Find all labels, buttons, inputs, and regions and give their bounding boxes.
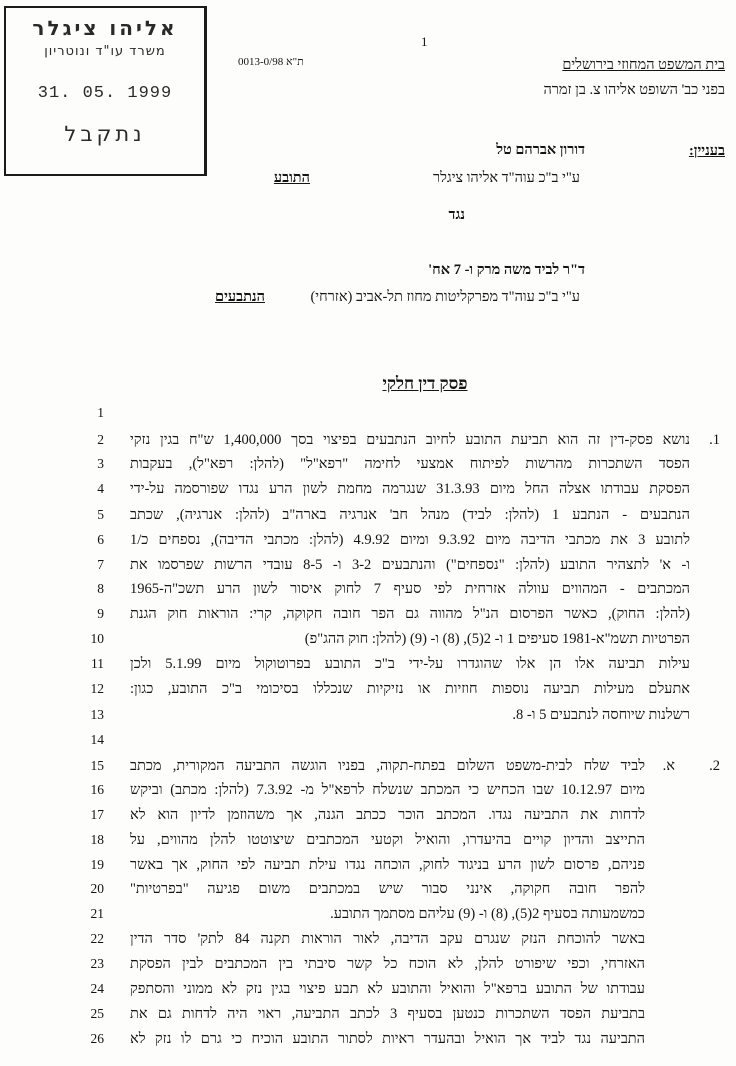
line-number: 24 [90,981,104,996]
line-number: 25 [90,1006,104,1021]
body-line: אתעלם מעילות תביעה נוספות חוזיות או נזיקיות שנכללו בסיכומי ב"כ התובע, כגון: [130,681,690,697]
line-number: 9 [97,606,104,621]
stamp-status: נתקבל [64,122,146,146]
line-number: 22 [90,931,104,946]
defendants-role: הנתבעים [215,289,265,305]
body-line [130,403,690,423]
line-number: 8 [97,581,104,596]
judgment-title: פסק דין חלקי [382,374,468,393]
judge-line: בפני כב' השופט אליהו צ. בן זמרה [543,82,725,98]
line-number: 12 [90,681,104,696]
line-number: 26 [90,1031,104,1046]
body-line: פניהם, פרסום לשון הרע בניגוד לחוק, הוכחה נגדו עילת תביעה לפי החוק, אך באשר [130,857,645,873]
defendants-counsel: ע"י ב"כ עוה"ד מפרקליטות מחוז תל-אביב (אזרחי) [310,289,580,305]
line-number: 23 [90,956,104,971]
body-line: הנתבעים - הנתבע 1 (להלן: לביד) מנהל חב' אנרגיה בארה"ב (להלן: אנרגיה), שכתב [130,507,690,523]
body-line: להפר חובה חקוקה, אינני סבור שיש במכתבים משום פגיעה "בפרטיות" [130,881,645,897]
body-line: עבודתו של התובע ברפא"ל והואיל והתובע לא תבע פיצוי בגין נזק לא ממוני והסתפק [130,981,645,997]
court-name: בית המשפט המחוזי בירושלים [562,57,725,73]
body-line: לדחות את התביעה נגדו. המכתב הוכר ככתב הגנה, אך משהוזמן לדיון הוא לא [130,807,645,823]
plaintiff-name: דורון אברהם טל [496,142,585,158]
plaintiff-counsel: ע"י ב"כ עוה"ד אליהו ציגלר [433,170,580,186]
line-number: 1 [97,405,104,420]
body-line: בתביעת הפסד השתכרות כנטען בסעיף 3 לכתב התביעה, ראוי היה לדחות גם את [130,1006,646,1022]
plaintiff-role: התובע [273,170,310,186]
line-number: 4 [97,481,104,496]
line-number: 20 [90,881,104,896]
body-line: באשר להוכחת הנזק שנגרם עקב הדיבה, לאור הוראות תקנה 84 לתק' סדר הדין [130,931,645,947]
line-number: 13 [90,707,104,722]
body-line: רשלנות שיוחסה לנתבעים 5 ו- 8. [512,707,690,723]
matter-label: בעניין: [688,143,725,159]
body-line: המכתבים - המהווים עוולה אזרחית לפי סעיף 7 לחוק איסור לשון הרע תשכ"ה-1965 [130,581,690,597]
line-number: 18 [90,832,104,847]
line-number: 19 [90,857,104,872]
line-number: 21 [90,906,104,921]
body-line: התייצב והדיון קויים בהיעדרו, והואיל וקטעי המכתבים שיצוטטו להלן מהווים, על [130,832,645,848]
stamp-name: אליהו ציגלר [32,16,178,40]
body-line: עילות תביעה אלו הן אלו שהוגדרו על-ידי ב"כ התובע בפרוטוקול מיום 5.1.99 ולכן [130,656,690,672]
line-number: 7 [97,557,104,572]
body-line: התביעה נגד לביד אך הואיל ובהעדר ראיות לסתור התובע הוכיח כי גרם לו נזק לא [130,1031,645,1047]
received-stamp [4,6,207,176]
line-number: 14 [90,732,104,747]
body-line: נושא פסק-דין זה הוא תביעת התובע לחיוב הנתבעים בפיצוי בסך 1,400,000 ש"ח בגין נזקי [130,432,690,448]
body-line: כמשמעותה בסעיף 2(5), (8) ו- (9) עליהם מסתמך התובע. [330,906,645,922]
body-line: הפסד השתכרות מהרשות לפיתוח אמצעי לחימה "רפא"ל" (להלן: רפא"ל), בעקבות [130,456,690,472]
line-number: 5 [97,507,104,522]
line-number: 11 [91,656,104,671]
body-line: (להלן: החוק), כאשר הפרסום הנ"ל מהווה גם הפר חובה חקוקה, קרי: הוראות חוק הגנת [130,606,690,622]
line-number: 2 [97,432,104,447]
body-line: האזרחי, וכפי שיפורט להלן, לא הוכח כל קשר סיבתי בין המכתבים לבין הפסקת [130,956,645,972]
line-number: 16 [90,782,104,797]
defendants-name: ד"ר לביד משה מרק ו- 7 אח' [428,262,585,278]
paragraph-1-marker: 1. [709,432,720,448]
body-line: הפרטיות תשמ"א-1981 סעיפים 1 ו- 2(5), (8) ו- (9) (להלן: חוק ההג"פ) [304,631,690,647]
line-number: 3 [97,456,104,471]
body-line: לתובע 3 את מכתבי הדיבה מיום 9.3.92 ומיום 4.9.92 (להלן: מכתבי הדיבה), נספחים כ/1 [130,532,690,548]
line-number: 10 [90,631,104,646]
stamp-office: משרד עו"ד ונוטריון [44,44,166,59]
line-number: 17 [90,807,104,822]
line-number: 15 [90,758,104,773]
case-number: ת"א 0013-0/98 [238,56,304,68]
line-number: 6 [97,532,104,547]
body-line: לביד שלח לבית-משפט השלום בפתח-תקוה, בפניו הוגשה התביעה המקורית, מכתב [130,758,645,774]
stamp-date: 31. 05. 1999 [37,84,173,103]
body-line: ו- א' לתצהיר התובע (להלן: "נספחים") והנתבעים 3-2 ו- 8-5 עובדי הרשות שפרסמו את [130,557,691,573]
page-number: 1 [421,34,428,49]
body-line: הפסקת עבודתו אצלה החל מיום 31.3.93 שנגרמה מחמת לשון הרע נגדו שפורסמה על-ידי [130,481,690,497]
body-line: מיום 10.12.97 שבו הכחיש כי המכתב שנשלח לרפא"ל מ- 7.3.92 (להלן: מכתב) וביקש [130,782,646,798]
paragraph-2a-marker: א. [662,758,675,774]
body-line [130,730,645,750]
versus-label: נגד [448,207,465,223]
paragraph-2-marker: 2. [709,758,720,774]
